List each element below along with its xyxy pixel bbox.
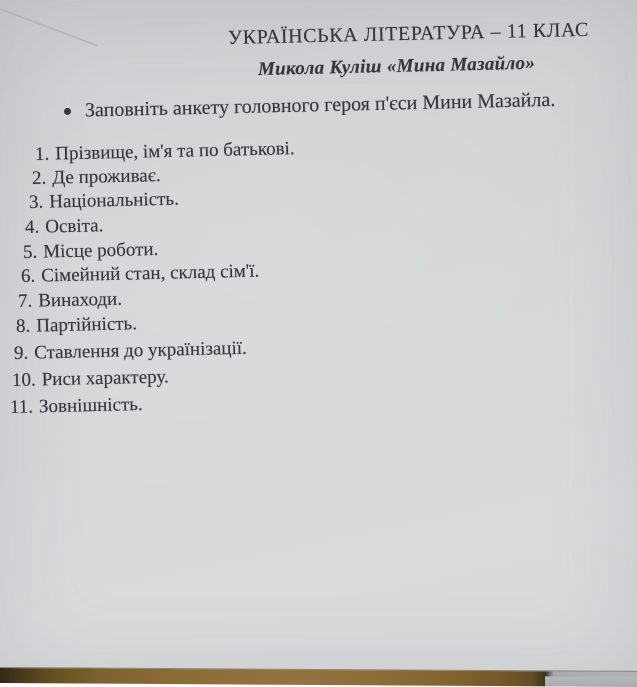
list-item bbox=[25, 215, 104, 239]
task-instruction bbox=[64, 89, 556, 123]
item-number: 9. bbox=[13, 342, 29, 364]
item-text: Де проживає. bbox=[51, 165, 161, 189]
item-text: Місце роботи. bbox=[42, 238, 159, 263]
item-number: 5. bbox=[22, 241, 38, 263]
item-text: Ставлення до українізації. bbox=[33, 337, 247, 364]
item-text: Зовнішність. bbox=[38, 393, 143, 418]
gray-floor-patch bbox=[545, 676, 637, 687]
item-number: 4. bbox=[24, 216, 40, 238]
item-text: Винаходи. bbox=[37, 288, 123, 312]
item-number: 10. bbox=[11, 369, 36, 391]
task-text: Заповніть анкету головного героя п'єси Мини Мазайла. bbox=[84, 88, 556, 122]
item-number: 8. bbox=[15, 315, 31, 337]
item-number: 3. bbox=[28, 191, 44, 213]
item-number: 7. bbox=[17, 290, 33, 312]
list-item bbox=[12, 366, 169, 392]
item-number: 1. bbox=[34, 143, 50, 165]
list-item bbox=[16, 313, 137, 338]
list-item bbox=[35, 138, 295, 166]
bullet-marker-icon bbox=[64, 108, 71, 115]
list-item bbox=[32, 165, 161, 190]
item-number: 11. bbox=[9, 396, 34, 418]
list-item bbox=[14, 338, 247, 365]
table-surface bbox=[0, 667, 637, 687]
document-subtitle: Микола Куліш «Мина Мазайло» bbox=[257, 52, 536, 80]
item-text: Національність. bbox=[48, 188, 180, 213]
item-text: Сімейний стан, склад сім'ї. bbox=[40, 260, 260, 287]
list-item bbox=[23, 239, 159, 264]
item-text: Риси характеру. bbox=[41, 366, 169, 391]
item-number: 2. bbox=[31, 167, 47, 189]
list-item bbox=[21, 261, 260, 288]
item-text: Прізвище, ім'я та по батькові. bbox=[54, 138, 295, 165]
page-title: УКРАЇНСЬКА ЛІТЕРАТУРА – 11 КЛАС bbox=[227, 18, 590, 49]
list-item bbox=[18, 289, 122, 313]
list-item bbox=[29, 189, 179, 214]
item-text: Партійність. bbox=[35, 313, 138, 337]
list-item bbox=[10, 394, 143, 419]
item-number: 6. bbox=[20, 265, 36, 287]
wooden-table-edge bbox=[0, 667, 637, 687]
item-text: Освіта. bbox=[44, 215, 104, 238]
